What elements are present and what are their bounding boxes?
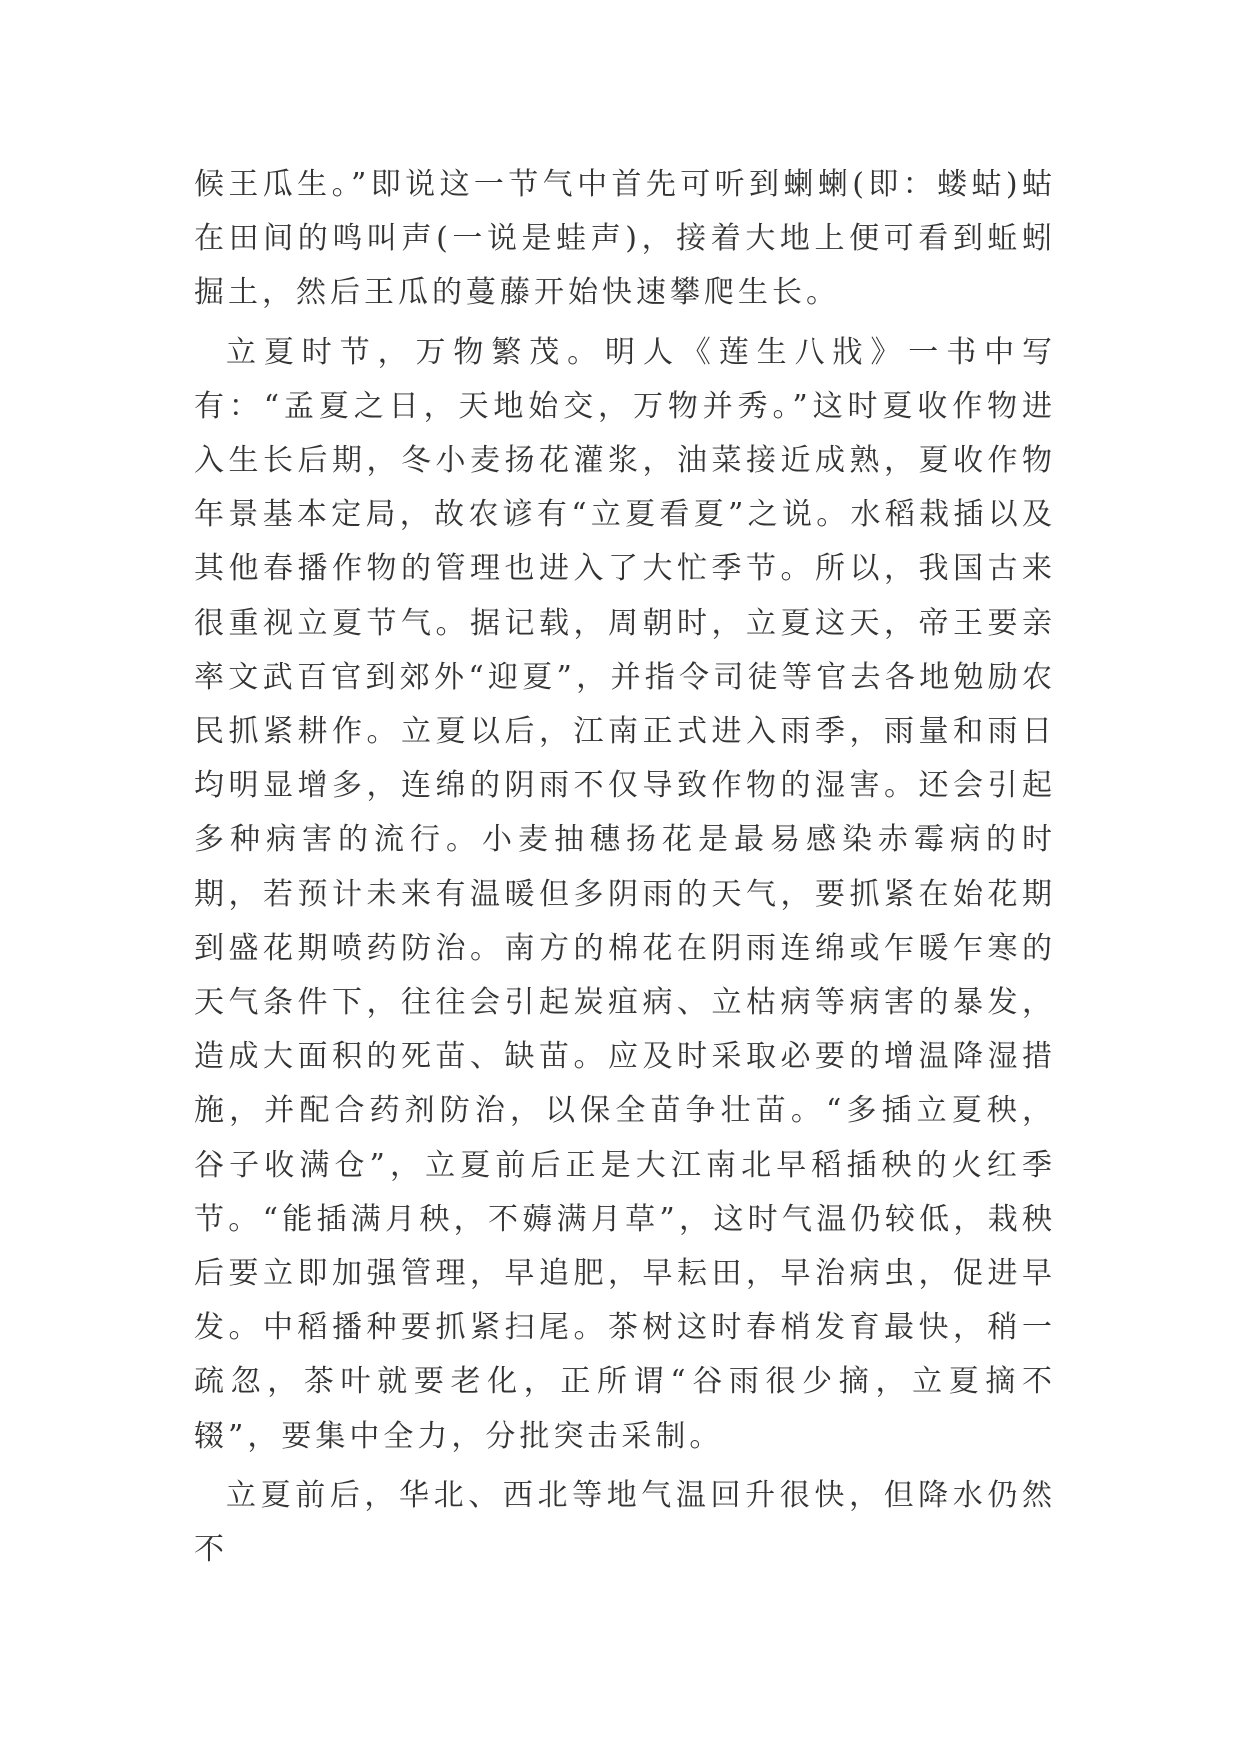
document-body <box>194 158 1056 1577</box>
paragraph-1: 候王瓜生。”即说这一节气中首先可听到蝲蝲(即：蝼蛄)蛄在田间的鸣叫声(一说是蛙声)，接着大地上便可看到蚯蚓掘土，然后王瓜的蔓藤开始快速攀爬生长。 <box>194 167 1056 311</box>
paragraph-2: 立夏时节，万物繁茂。明人《莲生八戕》一书中写有：“孟夏之日，天地始交，万物并秀。”这时夏收作物进入生长后期，冬小麦扬花灌浆，油菜接近成熟，夏收作物年景基本定局，故农谚有“立夏看夏”之说。水稻栽插以及其他春播作物的管理也进入了大忙季节。所以，我国古来很重视立夏节气。据记载，周朝时，立夏这天，帝王要亲率文武百官到郊外“迎夏”，并指令司徒等官去各地勉励农民抓紧耕作。立夏以后，江南正式进入雨季，雨量和雨日均明显增多，连绵的阴雨不仅导致作物的湿害。还会引起多种病害的流行。小麦抽穗扬花是最易感染赤霉病的时期，若预计未来有温暖但多阴雨的天气，要抓紧在始花期到盛花期喷药防治。南方的棉花在阴雨连绵或乍暖乍寒的天气条件下，往往会引起炭疽病、立枯病等病害的暴发，造成大面积的死苗、缺苗。应及时采取必要的增温降湿措施，并配合药剂防治，以保全苗争壮苗。“多插立夏秧，谷子收满仓”，立夏前后正是大江南北早稻插秧的火红季节。“能插满月秧，不薅满月草”，这时气温仍较低，栽秧后要立即加强管理，早追肥，早耘田，早治病虫，促进早发。中稻播种要抓紧扫尾。茶树这时春梢发育最快，稍一疏忽，茶叶就要老化，正所谓“谷雨很少摘，立夏摘不辍”，要集中全力，分批突击采制。 <box>194 334 1056 1454</box>
paragraph-3: 立夏前后，华北、西北等地气温回升很快，但降水仍然不 <box>194 1477 1056 1568</box>
